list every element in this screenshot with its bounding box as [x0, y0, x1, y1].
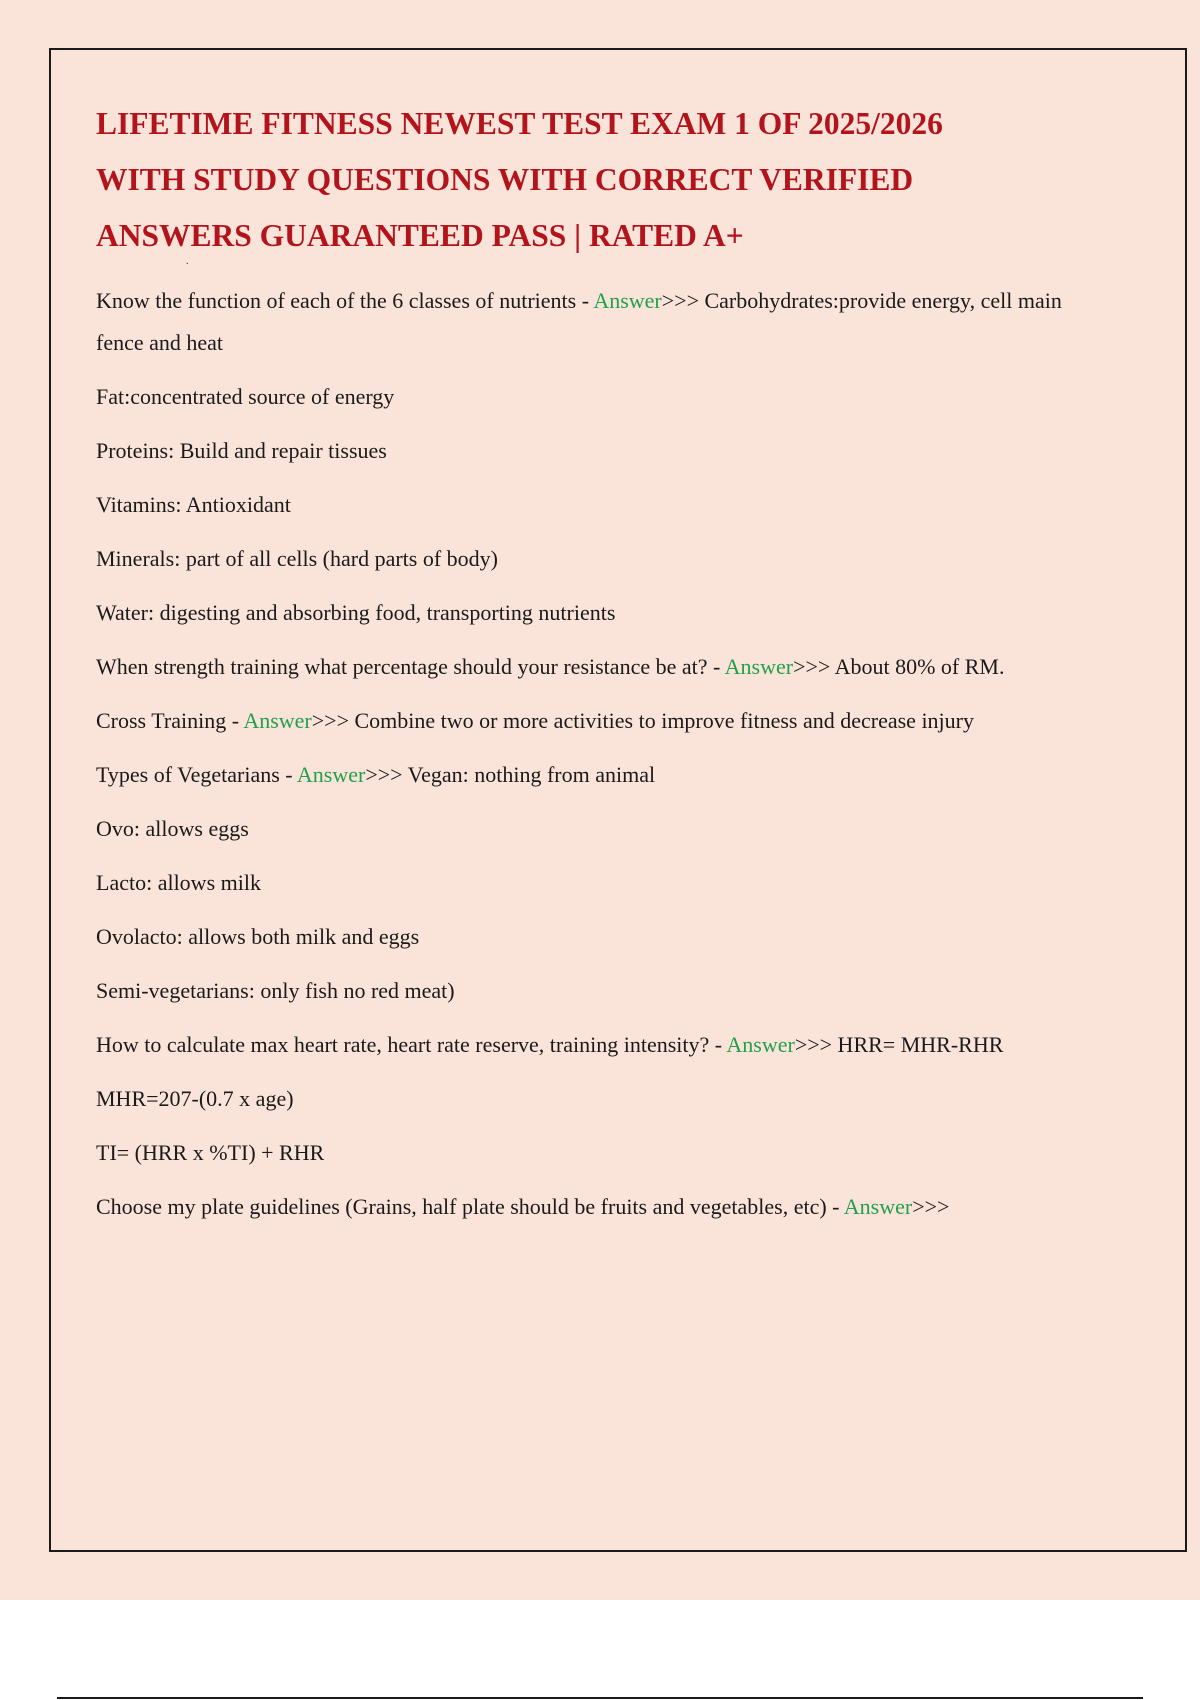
qa-paragraph [96, 274, 1086, 370]
note-paragraph: Semi-vegetarians: only fish no red meat) [96, 978, 455, 1003]
note-paragraph: Lacto: allows milk [96, 870, 261, 895]
note-paragraph: Proteins: Build and repair tissues [96, 438, 387, 463]
answer-label: Answer [726, 1032, 795, 1057]
title-line-2: WITH STUDY QUESTIONS WITH CORRECT VERIFIED [96, 162, 914, 197]
question-text: How to calculate max heart rate, heart rate reserve, training intensity? - [96, 1032, 727, 1057]
stray-dot-row [96, 256, 1086, 274]
document-title [96, 96, 1086, 264]
question-text: When strength training what percentage should your resistance be at? - [96, 654, 725, 679]
note-paragraph: Vitamins: Antioxidant [96, 492, 291, 517]
answer-label: Answer [296, 762, 366, 787]
question-text: Choose my plate guidelines (Grains, half plate should be fruits and vegetables, etc) - [96, 1194, 844, 1219]
note-paragraph: MHR=207-(0.7 x age) [96, 1086, 294, 1111]
note-paragraph: TI= (HRR x %TI) + RHR [96, 1140, 325, 1165]
note-paragraph: Water: digesting and absorbing food, transporting nutrients [96, 600, 616, 625]
question-text: Cross Training - [96, 708, 244, 733]
answer-text: >>> HRR= MHR-RHR [794, 1032, 1004, 1057]
footer-rule [57, 1697, 1143, 1699]
stray-dot: . [186, 256, 189, 267]
qa-paragraph [96, 1180, 1086, 1234]
title-line-1: LIFETIME FITNESS NEWEST TEST EXAM 1 OF 2025/2026 [96, 106, 943, 141]
note-paragraph: Ovo: allows eggs [96, 816, 249, 841]
answer-label: Answer [724, 654, 794, 679]
answer-label: Answer [243, 708, 312, 733]
qa-paragraph [96, 694, 1086, 748]
note-paragraph: Fat:concentrated source of energy [96, 384, 395, 409]
answer-label: Answer [843, 1194, 913, 1219]
answer-label: Answer [593, 288, 662, 313]
qa-paragraph [96, 640, 1086, 694]
answer-text: >>> Vegan: nothing from animal [365, 762, 656, 787]
qa-paragraph [96, 748, 1086, 802]
answer-text: >>> [912, 1194, 950, 1219]
document-content [96, 96, 1086, 1234]
qa-body [96, 274, 1086, 1234]
qa-paragraph [96, 1018, 1086, 1072]
question-text: Types of Vegetarians - [96, 762, 297, 787]
answer-text: >>> About 80% of RM. [793, 654, 1005, 679]
answer-text: >>> Carbohydrates:provide energy, cell main fence and heat [96, 288, 1062, 355]
answer-text: >>> Combine two or more activities to improve fitness and decrease injury [311, 708, 974, 733]
question-text: Know the function of each of the 6 classes of nutrients - [96, 288, 594, 313]
title-line-3: ANSWERS GUARANTEED PASS | RATED A+ [96, 218, 744, 253]
note-paragraph: Ovolacto: allows both milk and eggs [96, 924, 420, 949]
note-paragraph: Minerals: part of all cells (hard parts of body) [96, 546, 498, 571]
